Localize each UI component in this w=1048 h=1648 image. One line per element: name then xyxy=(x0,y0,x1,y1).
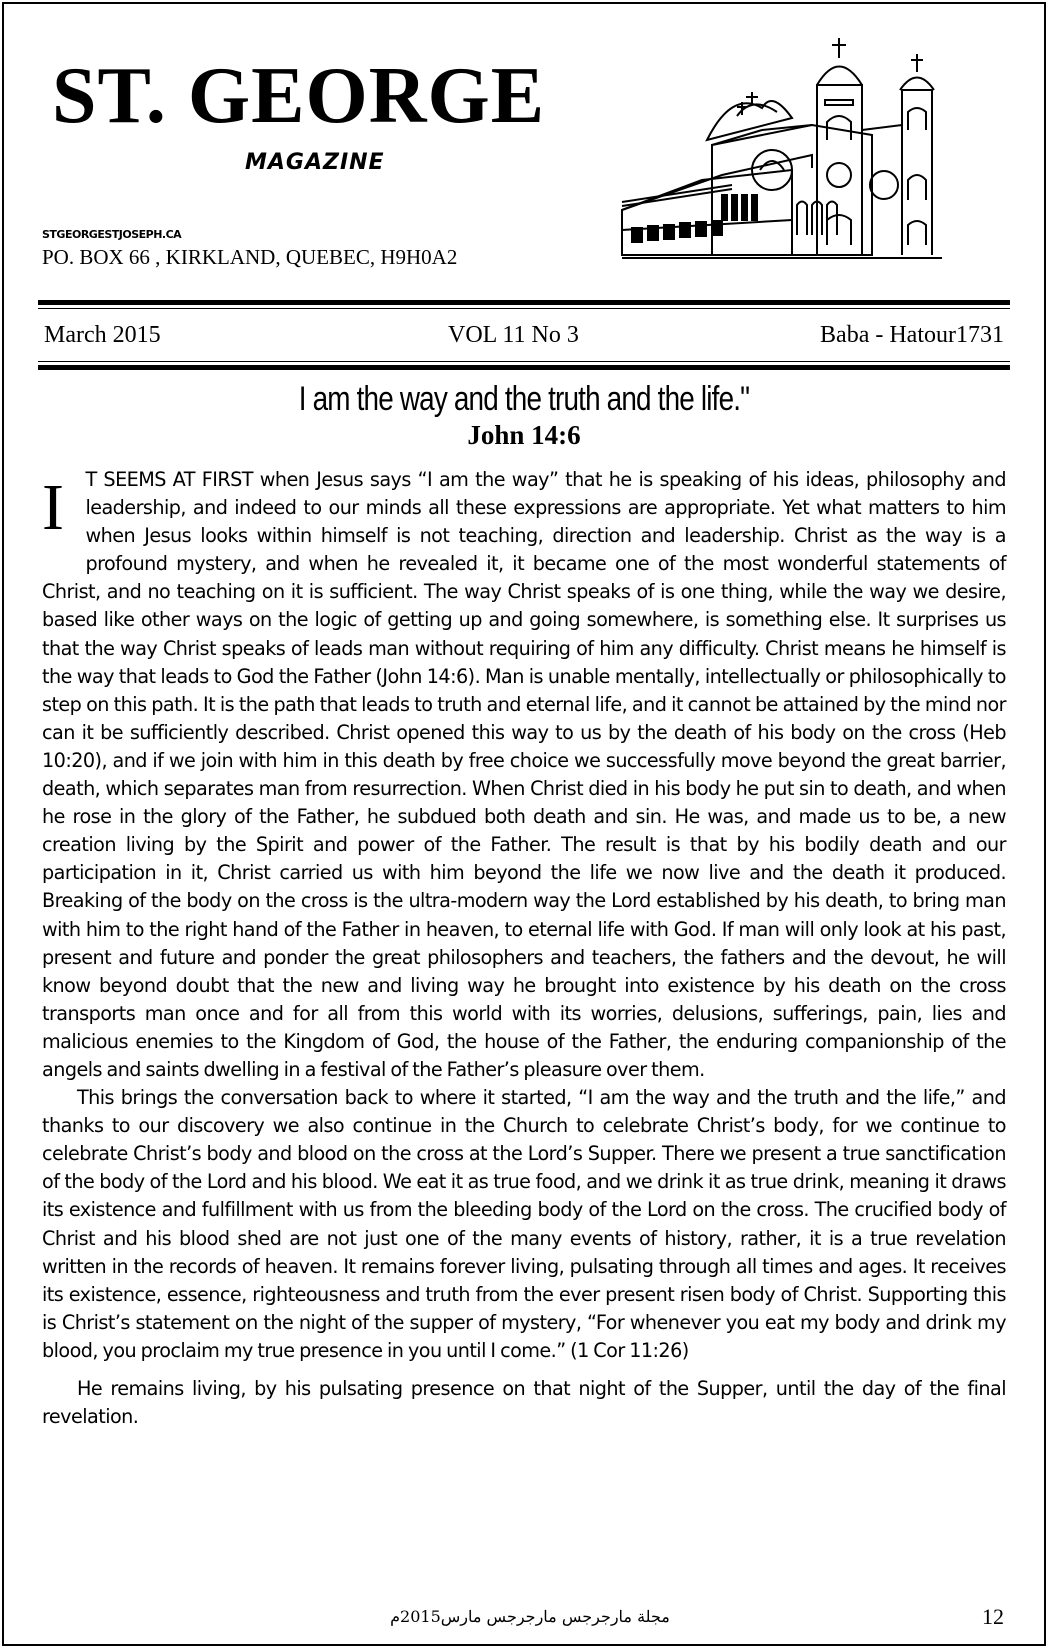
header-rule xyxy=(38,300,1010,305)
magazine-subtitle: MAGAZINE xyxy=(245,150,385,175)
article-body xyxy=(42,466,1006,1431)
article-headline: I am the way and the truth and the life." xyxy=(298,380,750,418)
header-rule-thin xyxy=(38,308,1010,309)
paragraph-1-text: when Jesus says “I am the way” that he is speaking of his ideas, philosophy and leadership, and indeed to our minds all these expressions are appropriate. Yet what matters to him when Jesus looks within himself is not teaching, direction and leadership. Christ as the way is a profound mystery, and when he revealed it, it became one of the most wonderful statements of Christ, and no teaching on it is sufficient. The way Christ speaks of is one thing, while the way we desire, based like other ways on the logic of getting up and going somewhere, is something else. It surprises us that the way Christ speaks of leads man without requiring of him any difficulty. Christ means he himself is the way that leads to God the Father (John 14:6). Man is unable mentally, intellectually or philosophically to step on this path. It is the path that leads to truth and eternal life, and it cannot be attained by the mind nor can it be sufficiently described. Christ opened this way to us by the death of his body on the cross (Heb 10:20), and if we join with him in this death by free choice we successfully move beyond the great barrier, death, which separates man from resurrection. When Christ died in his body he put sin to death, and when he rose in the glory of the Father, he subdued both death and sin. He was, and made us to be, a new creation living by the Spirit and power of the Father. The result is that by his bodily death and our participation in it, Christ carried us with him beyond the life we now live and the death it produced. Breaking of the body on the cross is the ultra-modern way the Lord established by his death, to bring man with him to the right hand of the Father in heaven, to eternal life with God. If man will only look at his past, present and future and ponder the great philosophers and teachers, the fathers and the devout, he will know beyond doubt that the new and living way he brought into existence by his death on the cross transports man once and for all from this world with its worries, delusions, sufferings, pain, lies and malicious enemies to the Kingdom of God, the house of the Father, the enduring companionship of the angels and saints dwelling in a festival of the Father’s pleasure over them. xyxy=(42,468,1006,1081)
paragraph-2: This brings the conversation back to where it started, “I am the way and the truth and the life,” and thanks to our discovery we also continue in the Church to celebrate Christ’s body, for we continue to celebrate Christ’s body and blood on the cross at the Lord’s Supper. There we present a true sanctification of the body of the Lord and his blood. We eat it as true food, and we drink it as true drink, meaning it draws its existence and fulfillment with us from the bleeding body of the Lord on the cross. The crucified body of Christ and his blood shed are not just one of the many events of history, rather, it is a true revelation written in the records of heaven. It remains forever living, pulsating through all times and ages. It receives its existence, essence, righteousness and truth from the ever present risen body of Christ. Supporting this is Christ’s statement on the night of the supper of mystery, “For whenever you eat my body and drink my blood, you proclaim my true presence in you until I come.” (1 Cor 11:26) xyxy=(42,1086,1006,1362)
dateline-rule-thin xyxy=(38,361,1010,362)
issue-volume: VOL 11 No 3 xyxy=(448,322,579,348)
lead-in: T SEEMS AT FIRST xyxy=(85,468,253,491)
paragraph-3: He remains living, by his pulsating presence on that night of the Supper, until the day of the final revelation. xyxy=(42,1377,1006,1429)
church-illustration xyxy=(612,30,1022,270)
page-number: 12 xyxy=(982,1604,1004,1629)
verse-reference: John 14:6 xyxy=(467,420,581,450)
website: STGEORGESTJOSEPH.CA xyxy=(42,228,182,241)
magazine-title: ST. GEORGE xyxy=(52,52,546,140)
footer-arabic-title: مجلة مارجرجس مارجرجس مارس2015م xyxy=(390,1607,670,1626)
drop-cap: I xyxy=(42,471,64,544)
coptic-date: Baba - Hatour1731 xyxy=(820,322,1004,348)
dateline-rule xyxy=(38,365,1010,370)
postal-address: PO. BOX 66 , KIRKLAND, QUEBEC, H9H0A2 xyxy=(42,245,458,269)
issue-date: March 2015 xyxy=(44,322,161,348)
paragraph-1 xyxy=(42,466,1006,1084)
